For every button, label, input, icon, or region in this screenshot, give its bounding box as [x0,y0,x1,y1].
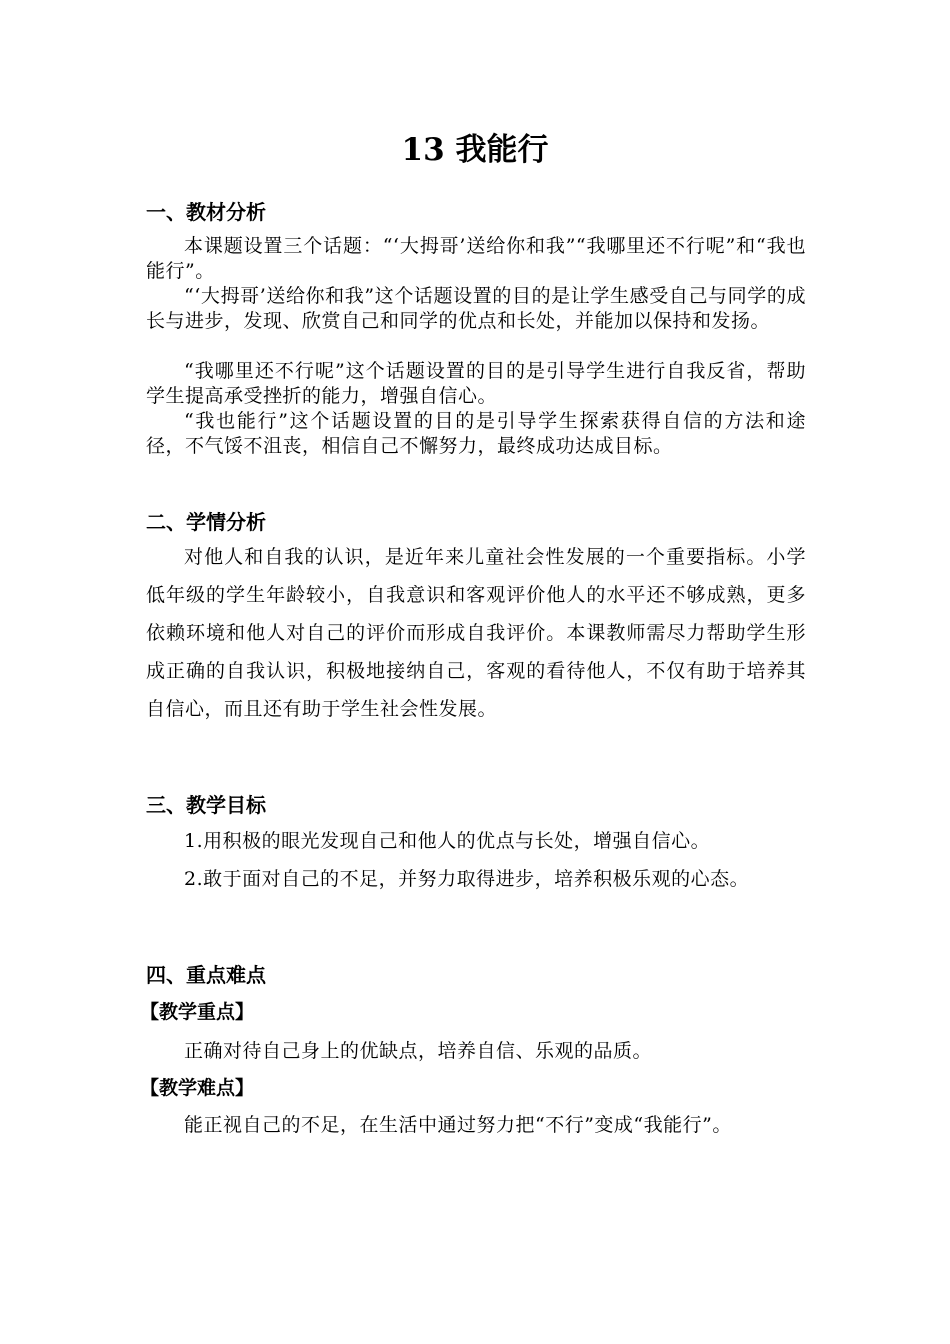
section-heading-teaching-goals: 三、教学目标 [146,793,266,817]
section-heading-learning-analysis: 二、学情分析 [146,510,266,534]
subheading-key-point: 【教学重点】 [140,1001,255,1023]
goal-item: 1.用积极的眼光发现自己和他人的优点与长处，增强自信心。 [184,830,711,852]
paragraph: “‘大拇哥’送给你和我”这个话题设置的目的是让学生感受自己与同学的成长与进步，发现、欣赏自己和同学的优点和长处，并能加以保持和发扬。 [146,285,806,332]
goal-item: 2.敢于面对自己的不足，并努力取得进步，培养积极乐观的心态。 [184,868,750,890]
section-heading-key-points: 四、重点难点 [146,963,266,987]
paragraph: 正确对待自己身上的优缺点，培养自信、乐观的品质。 [184,1040,653,1062]
section-heading-textbook-analysis: 一、教材分析 [146,200,266,224]
paragraph: 能正视自己的不足，在生活中通过努力把“不行”变成“我能行”。 [184,1114,732,1136]
paragraph: 本课题设置三个话题：“‘大拇哥’送给你和我”“我哪里还不行呢”和“我也能行”。 [146,235,806,282]
paragraph: “我也能行”这个话题设置的目的是引导学生探索获得自信的方法和途径，不气馁不沮丧，相信自己不懈努力，最终成功达成目标。 [146,410,806,457]
page-title: 13 我能行 [401,132,549,168]
paragraph: “我哪里还不行呢”这个话题设置的目的是引导学生进行自我反省，帮助学生提高承受挫折的能力，增强自信心。 [146,360,806,407]
subheading-difficult-point: 【教学难点】 [140,1077,255,1099]
paragraph: 对他人和自我的认识，是近年来儿童社会性发展的一个重要指标。小学低年级的学生年龄较小，自我意识和客观评价他人的水平还不够成熟，更多依赖环境和他人对自己的评价而形成自我评价。本课教师需尽力帮助学生形成正确的自我认识，积极地接纳自己，客观的看待他人，不仅有助于培养其自信心，而且还有助于学生社会性发展。 [146,546,806,720]
